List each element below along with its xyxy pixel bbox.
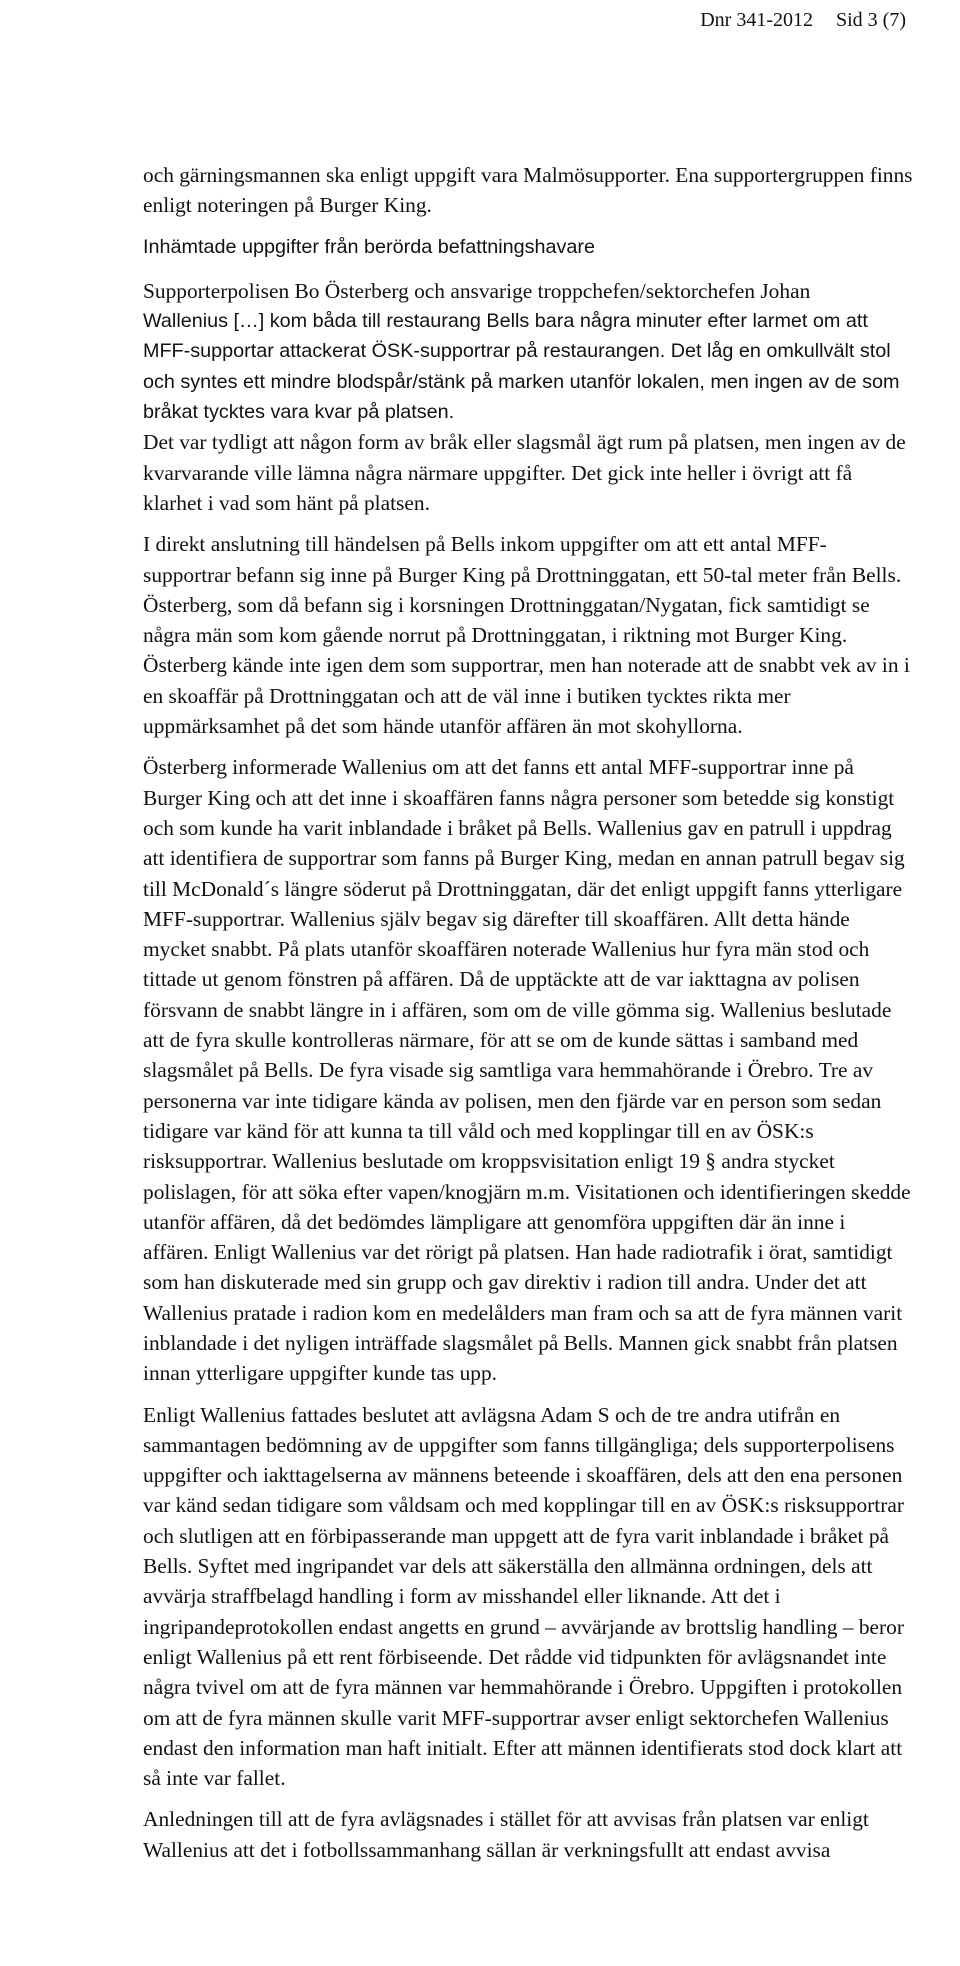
paragraph: Österberg informerade Wallenius om att det fanns ett antal MFF-supportrar inne på Burger King och att det inne i skoaffären fanns några personer som betedde sig konstigt och som kunde ha varit inblandade i bråket på Bells. Wallenius gav en patrull i uppdrag att identifiera de supportrar som fanns på Burger King, medan en annan patrull begav sig till McDonald´s längre söderut på Drottninggatan, där det enligt uppgift fanns ytterligare MFF-supportrar. Wallenius själv begav sig därefter till skoaffären. Allt detta hände mycket snabbt. På plats utanför skoaffären noterade Wallenius hur fyra män stod och tittade ut genom fönstren på affären. Då de upptäckte att de var iakttagna av polisen försvann de snabbt längre in i affären, som om de ville gömma sig. Wallenius beslutade att de fyra skulle kontrolleras närmare, för att se om de kunde sättas i samband med slagsmålet på Bells. De fyra visade sig samtliga vara hemmahörande i Örebro. Tre av personerna var inte tidigare kända av polisen, men den fjärde var en person som sedan tidigare var känd för att kunna ta till våld och med kopplingar till en av ÖSK:s risksupportrar. Wallenius beslutade om kroppsvisitation enligt 19 § andra stycket polislagen, för att söka efter vapen/knogjärn m.m. Visitationen och identifieringen skedde utanför affären, då det bedömdes lämpligare att genomföra uppgiften där än inne i affären. Enligt Wallenius var det rörigt på platsen. Han hade radiotrafik i örat, samtidigt som han diskuterade med sin grupp och gav direktiv i radion till andra. Under det att Wallenius pratade i radion kom en medelålders man fram och sa att de fyra männen varit inblandade i det nyligen inträffade slagsmålet på Bells. Mannen gick snabbt från platsen innan ytterligare uppgifter kunde tas upp. [143,755,911,1386]
page-header [700,6,906,34]
document-reference: Dnr 341-2012 [700,9,813,31]
paragraph: Enligt Wallenius fattades beslutet att avlägsna Adam S och de tre andra utifrån en sammantagen bedömning av de uppgifter som fanns tillgängliga; dels supporterpolisens uppgifter och iakttagelserna av männens beteende i skoaffären, dels att den ena personen var känd sedan tidigare som våldsam och med kopplingar till en av ÖSK:s risksupportrar och slutligen att en förbipasserande man uppgett att de fyra varit inblandade i bråket på Bells. Syftet med ingripandet var dels att säkerställa den allmänna ordningen, dels att avvärja straffbelagd handling i form av misshandel eller liknande. Att det i ingripandeprotokollen endast angetts en grund – avvärjande av brottslig handling – beror enligt Wallenius på ett rent förbiseende. Det rådde vid tidpunkten för avlägsnandet inte några tvivel om att de fyra männen var hemmahörande i Örebro. Uppgiften i protokollen om att de fyra männen skulle varit MFF-supportrar avser enligt sektorchefen Wallenius endast den information man haft initialt. Efter att männen identifierats stod dock klart att så inte var fallet. [143,1402,904,1791]
document-body [143,160,913,1876]
paragraph: och gärningsmannen ska enligt uppgift vara Malmösupporter. Ena supportergruppen finns enligt noteringen på Burger King. [143,163,913,218]
page-number: Sid 3 (7) [836,9,906,31]
paragraph: Anledningen till att de fyra avlägsnades i stället för att avvisas från platsen var enligt Wallenius att det i fotbollssammanhang sällan är verkningsfullt att endast avvisa [143,1807,869,1862]
paragraph-sans: Wallenius […] kom båda till restaurang Bells bara några minuter efter larmet om att MFF-supportar attackerat ÖSK-supportrar på restaurangen. Det låg en omkullvält stol och syntes ett mindre blodspår/stänk på marken utanför lokalen, men ingen av de som bråkat tycktes vara kvar på platsen. [143,310,900,424]
paragraph: I direkt anslutning till händelsen på Bells inkom uppgifter om att ett antal MFF-supportrar befann sig inne på Burger King på Drottninggatan, ett 50-tal meter från Bells. Österberg, som då befann sig i korsningen Drottninggatan/Nygatan, fick samtidigt se några män som kom gående norrut på Drottninggatan, i riktning mot Burger King. Österberg kände inte igen dem som supportrar, men han noterade att de snabbt vek av in i en skoaffär på Drottninggatan och att de väl inne i butiken tycktes rikta mer uppmärksamhet på det som hände utanför affären än mot skohyllorna. [143,532,910,739]
section-heading: Inhämtade uppgifter från berörda befattningshavare [143,235,595,258]
paragraph-intro: Supporterpolisen Bo Österberg och ansvarige troppchefen/sektorchefen Johan [143,278,811,303]
paragraph: Det var tydligt att någon form av bråk eller slagsmål ägt rum på platsen, men ingen av de kvarvarande ville lämna några närmare uppgifter. Det gick inte heller i övrigt att få klarhet i vad som hänt på platsen. [143,430,906,515]
